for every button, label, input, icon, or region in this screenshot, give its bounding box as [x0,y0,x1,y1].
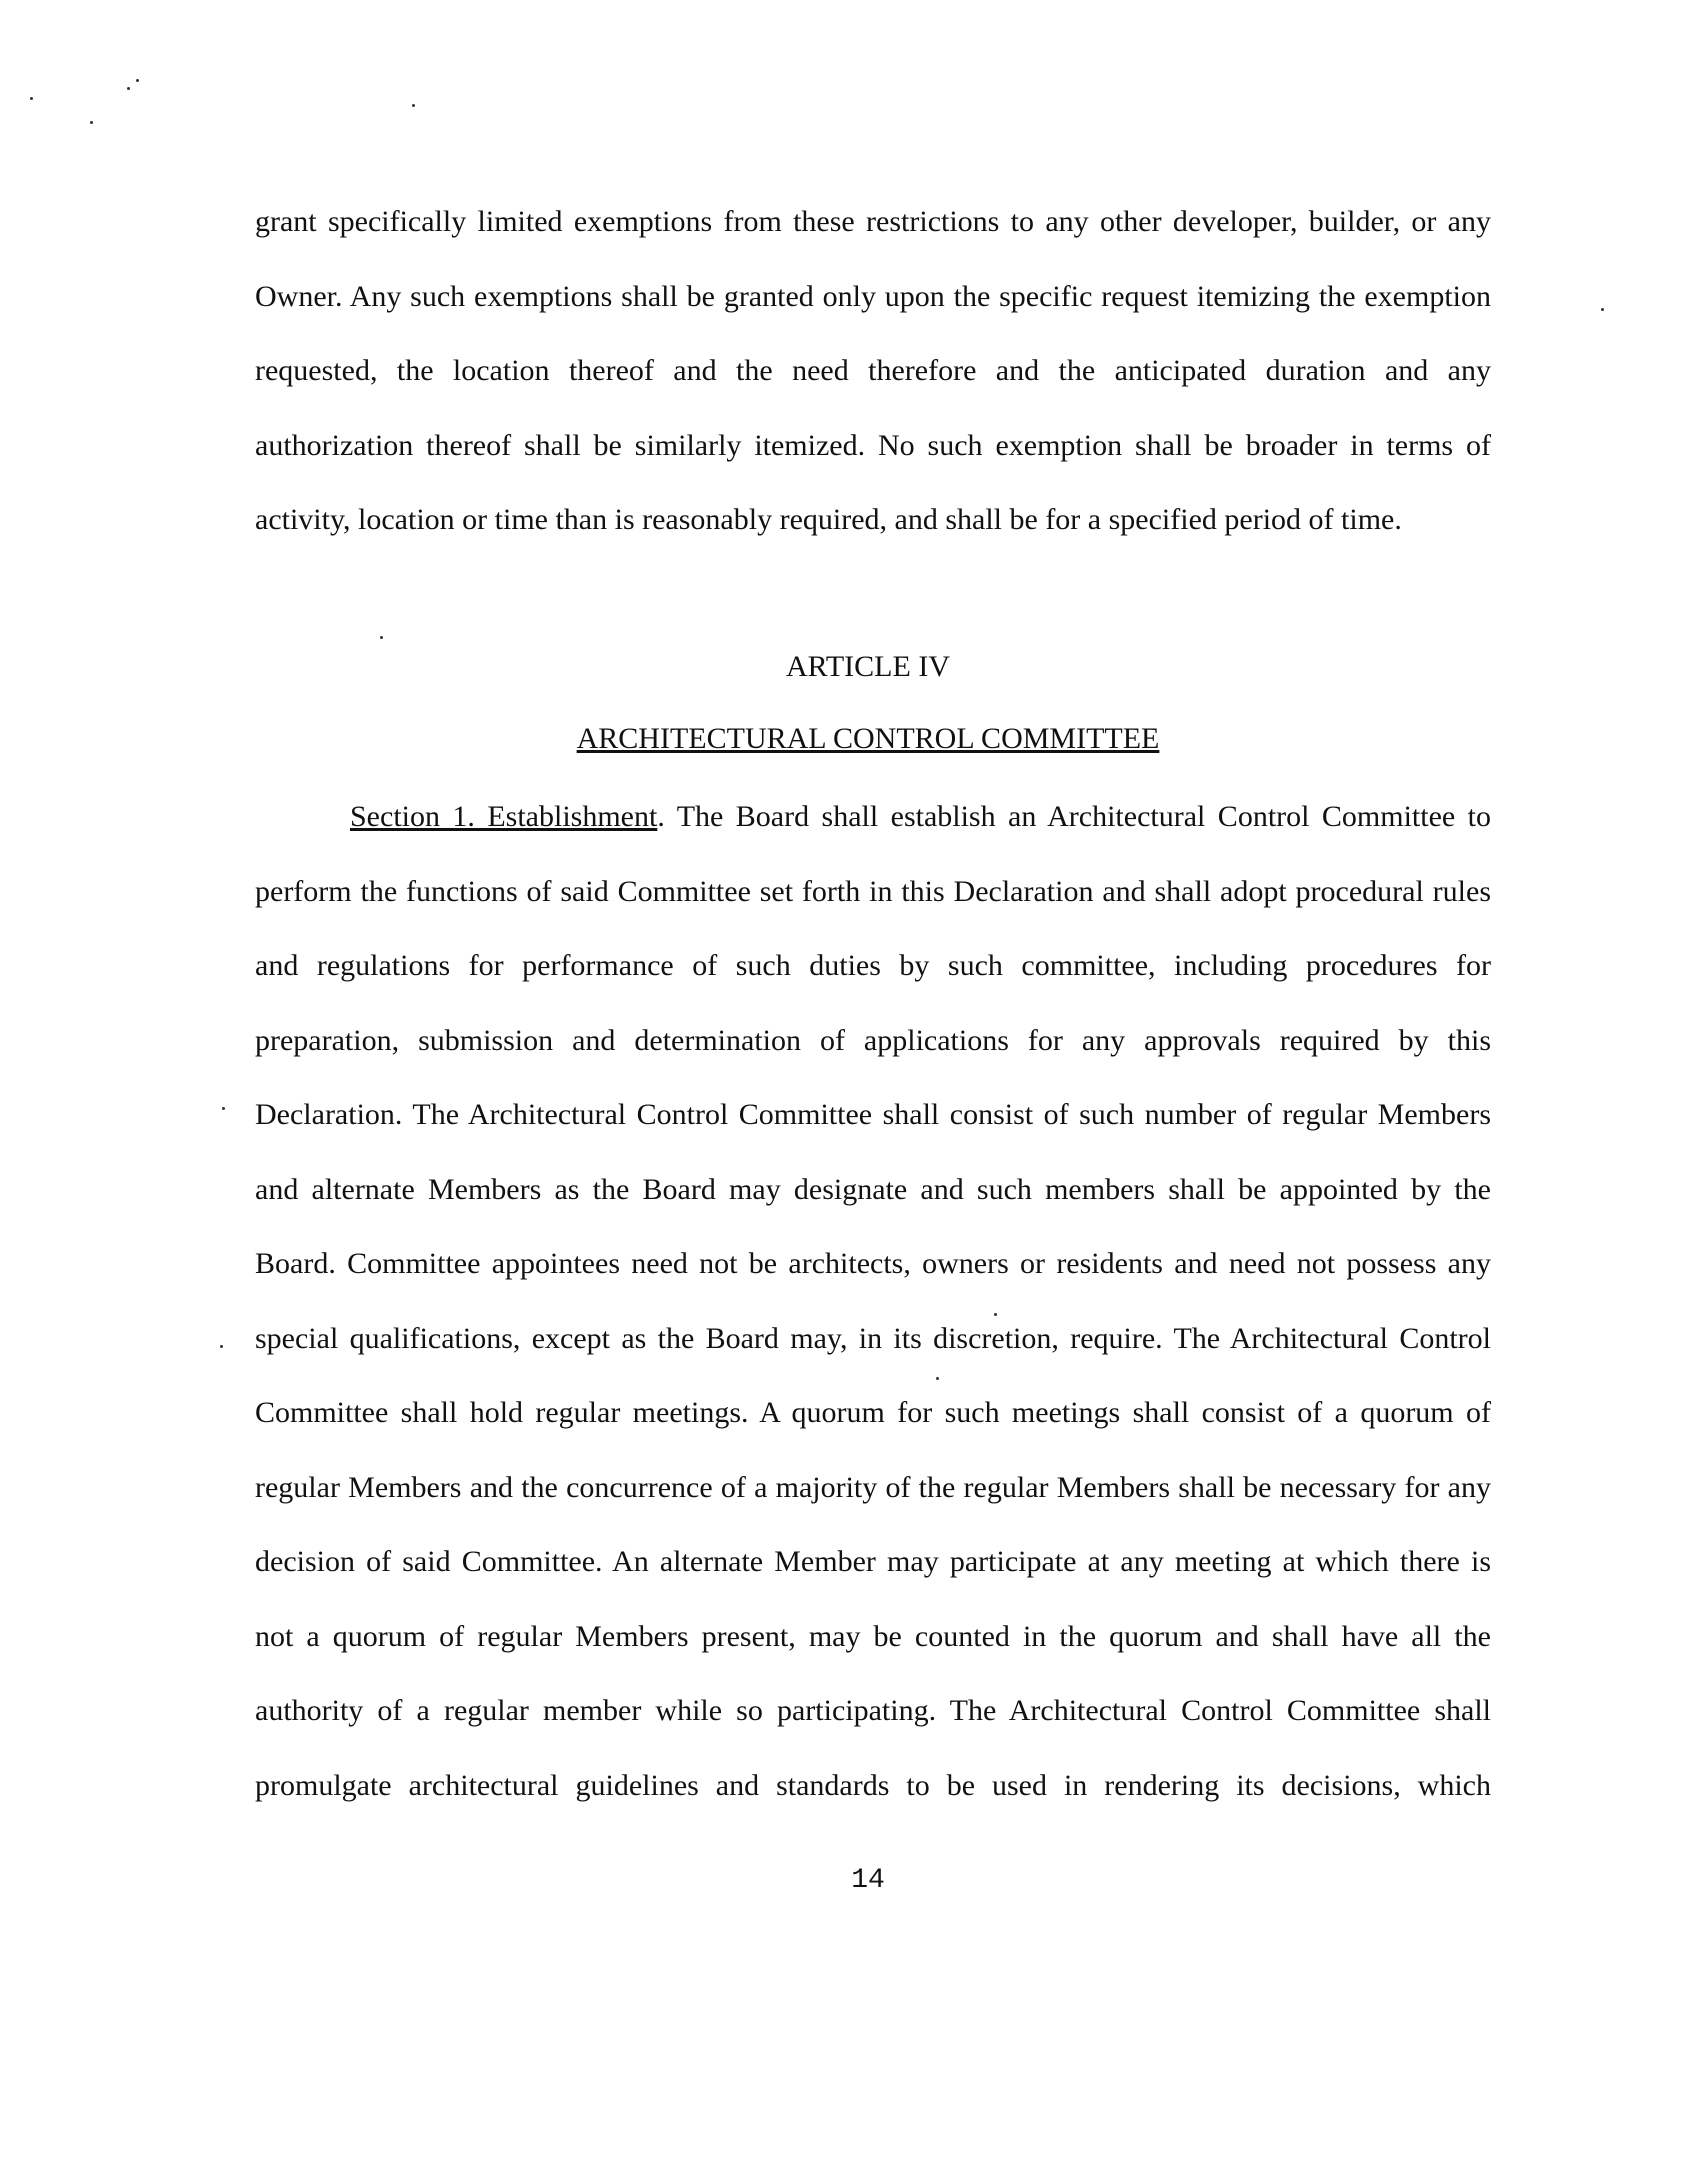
scan-speck [1601,308,1604,311]
section-1-first-line [255,780,1491,855]
text-line: preparation, submission and determination of applications for any approvals required by this [255,1023,1491,1057]
scan-speck [127,87,130,90]
text-line: Declaration. The Architectural Control Committee shall consist of such number of regular Members [255,1098,1491,1131]
text-line: Owner. Any such exemptions shall be granted only upon the specific request itemizing the exemption [255,279,1491,313]
text-line: promulgate architectural guidelines and standards to be used in rendering its decisions, which [255,1768,1491,1802]
text-line: and alternate Members as the Board may designate and such members shall be appointed by the [255,1172,1491,1206]
text-line: not a quorum of regular Members present, may be counted in the quorum and shall have all the [255,1619,1491,1653]
section-1-paragraph [255,780,1491,1823]
text-line: special qualifications, except as the Board may, in its discretion, require. The Architectural Control [255,1321,1491,1355]
text-line: and regulations for performance of such duties by such committee, including procedures for [255,949,1491,982]
page-number: 14 [851,1865,885,1896]
scan-speck [136,79,139,82]
text-line: authority of a regular member while so participating. The Architectural Control Committee shall [255,1694,1491,1727]
text-line: requested, the location thereof and the need therefore and the anticipated duration and any [255,354,1491,387]
text-line: authorization thereof shall be similarly itemized. No such exemption shall be broader in terms of [255,428,1491,462]
paragraph-top [255,185,1491,558]
text-line: regular Members and the concurrence of a majority of the regular Members shall be necessary for any [255,1470,1491,1504]
section-1-first-line-rest: . The Board shall establish an Architectural Control Committee to [657,800,1491,833]
scan-speck [90,121,93,124]
scan-speck [220,1345,223,1348]
text-line: Committee shall hold regular meetings. A quorum for such meetings shall consist of a quorum of [255,1396,1491,1429]
article-subtitle: ARCHITECTURAL CONTROL COMMITTEE [576,722,1160,755]
scan-speck [30,97,33,100]
text-line: grant specifically limited exemptions from these restrictions to any other developer, builder, or any [255,205,1491,238]
scan-speck [222,1107,225,1110]
text-line: Board. Committee appointees need not be architects, owners or residents and need not possess any [255,1247,1491,1280]
scan-speck [412,104,415,107]
scan-speck [380,636,383,639]
section-1-heading: Section 1. Establishment [350,800,658,833]
article-title: ARTICLE IV [785,650,950,683]
text-line: perform the functions of said Committee set forth in this Declaration and shall adopt procedural rules [255,874,1491,908]
text-line: activity, location or time than is reasonably required, and shall be for a specified period of time. [255,503,1402,536]
text-line: decision of said Committee. An alternate Member may participate at any meeting at which there is [255,1545,1491,1578]
